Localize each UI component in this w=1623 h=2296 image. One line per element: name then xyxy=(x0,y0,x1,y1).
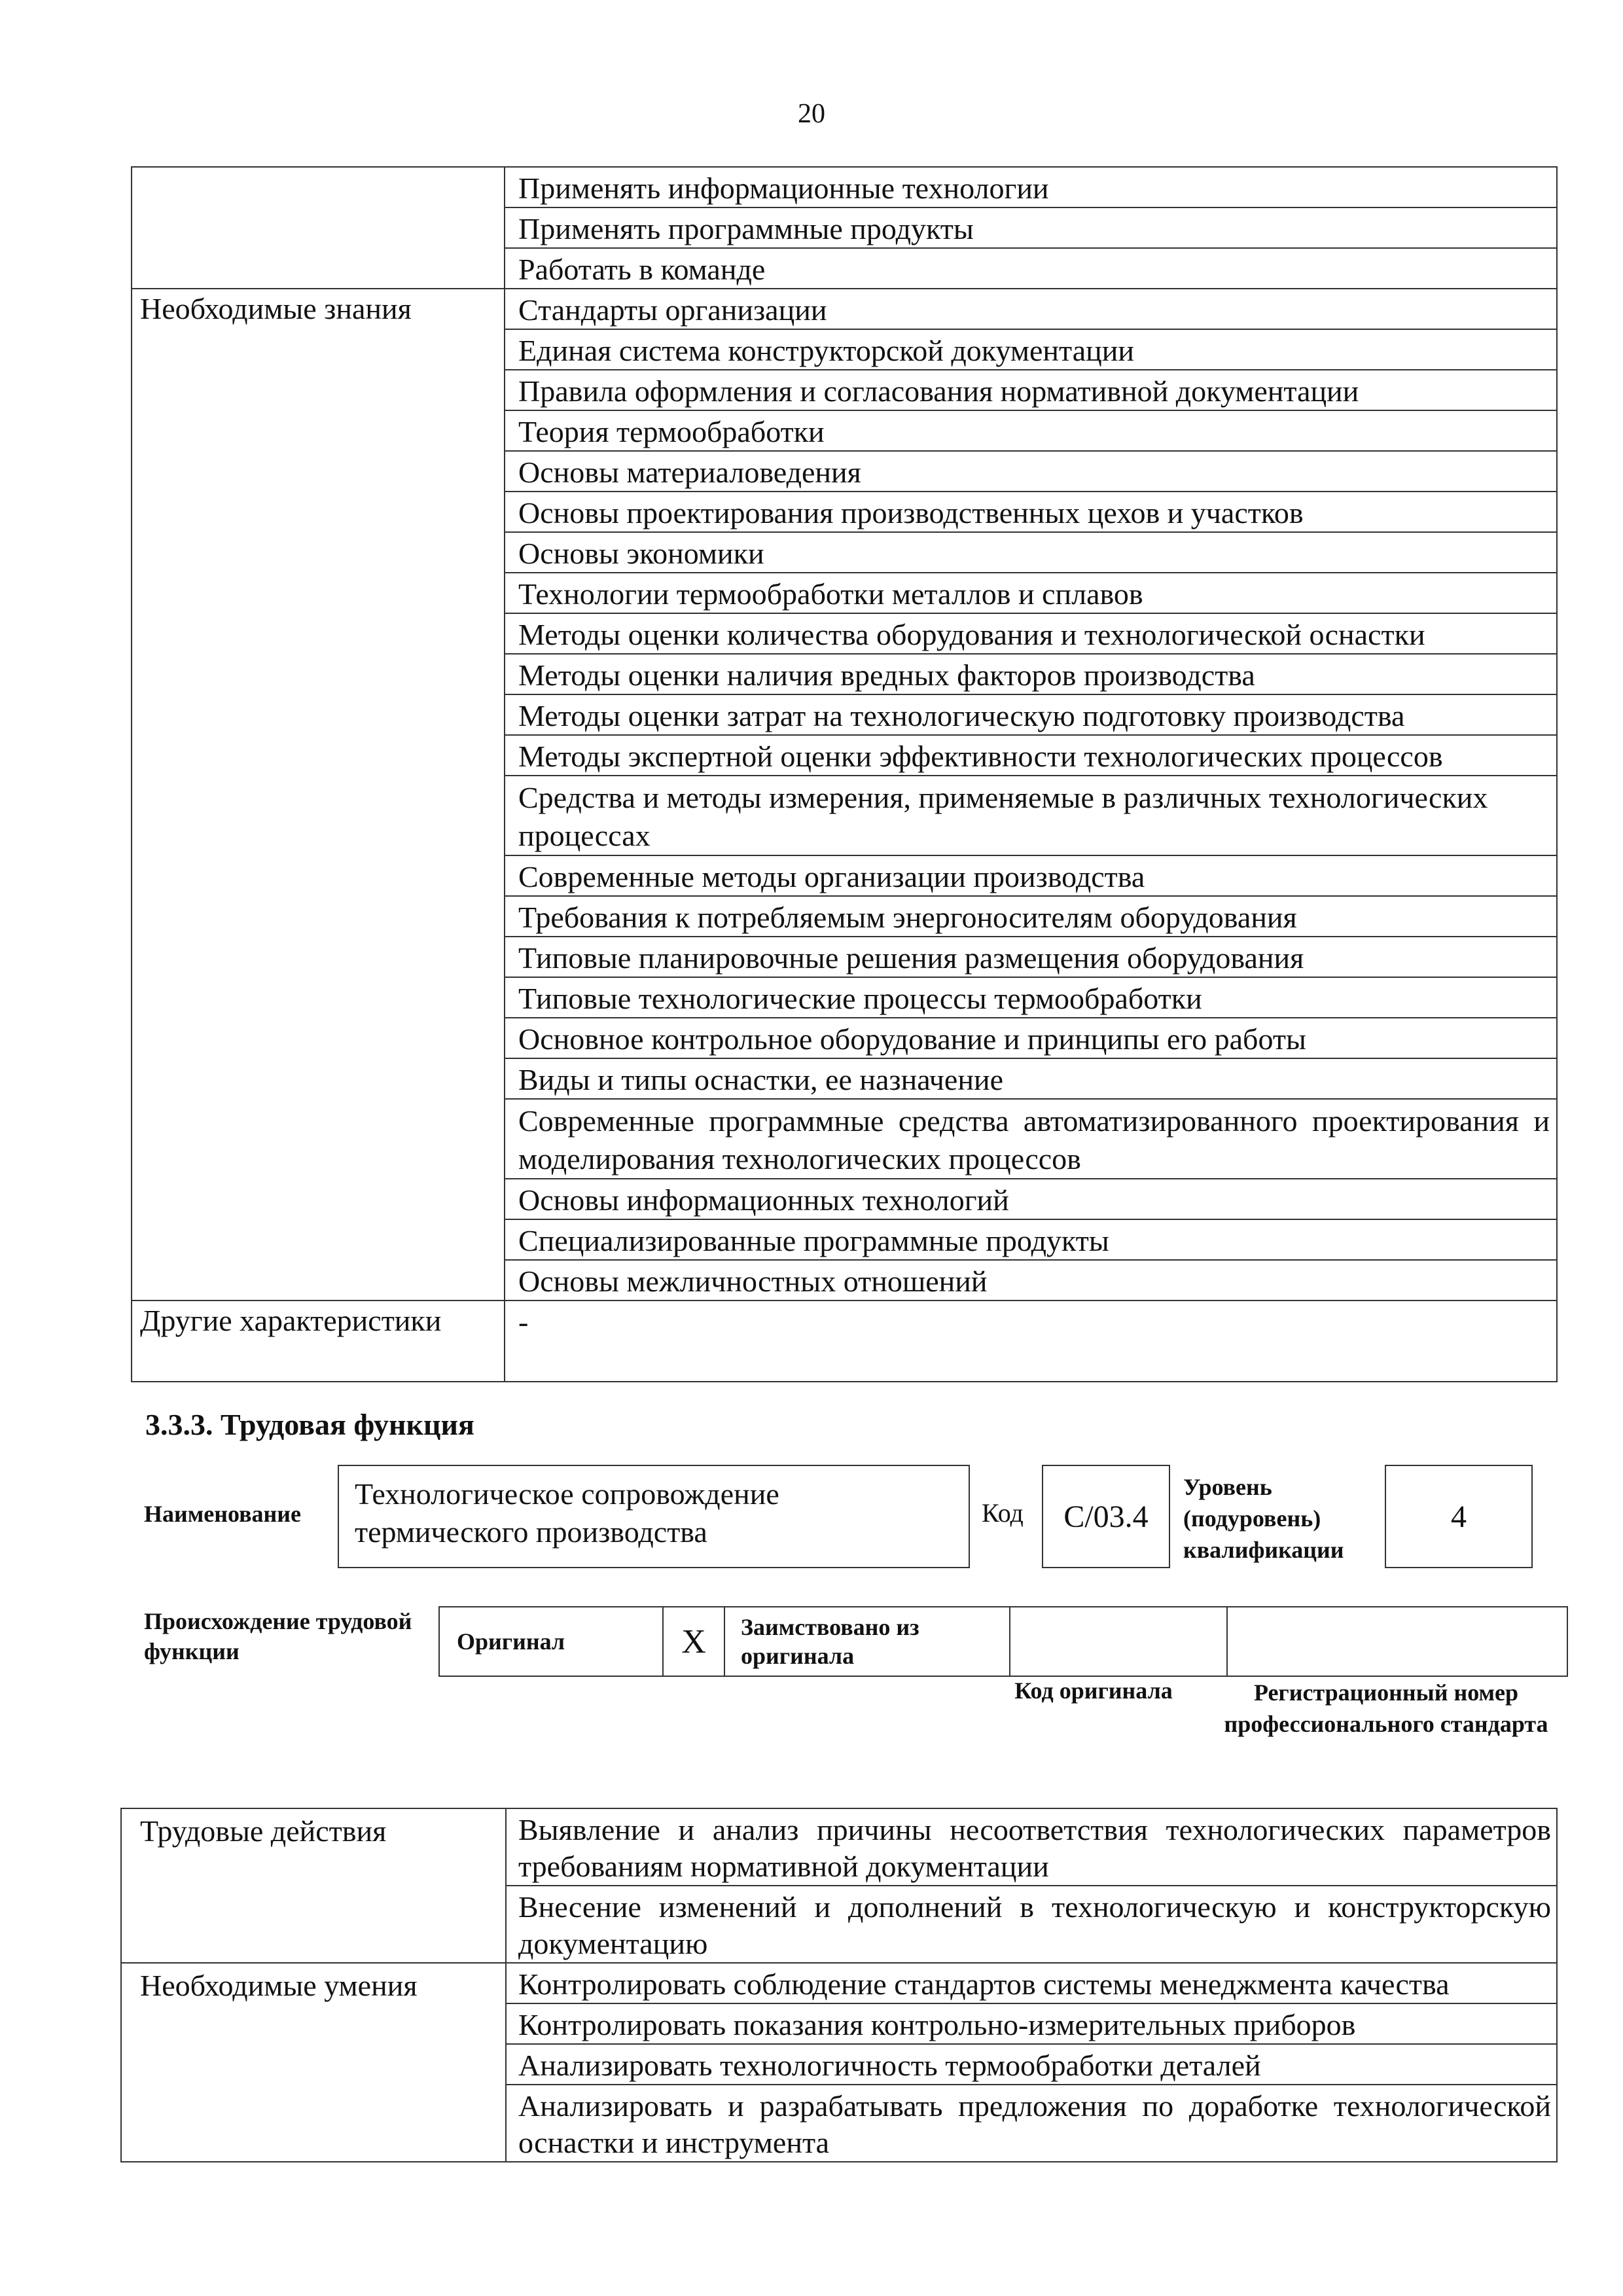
table-cell: Анализировать технологичность термообработки деталей xyxy=(506,2044,1557,2085)
table-cell: Специализированные программные продукты xyxy=(505,1219,1557,1260)
table-cell: Методы оценки наличия вредных факторов производства xyxy=(505,654,1557,694)
origin-reg-cell xyxy=(1227,1607,1567,1676)
table-cell: Правила оформления и согласования нормативной документации xyxy=(505,370,1557,410)
function-name-field: Технологическое сопровождение термического производства xyxy=(338,1465,970,1568)
skills-label: Необходимые умения xyxy=(121,1963,506,2162)
section-heading: 3.3.3. Трудовая функция xyxy=(145,1408,474,1441)
table-cell: Методы экспертной оценки эффективности технологических процессов xyxy=(505,735,1557,776)
table-cell: Современные программные средства автоматизированного проектирования и моделирования технологических процессов xyxy=(505,1099,1557,1179)
table-cell: Контролировать показания контрольно-измерительных приборов xyxy=(506,2003,1557,2044)
table-cell: Основное контрольное оборудование и принципы его работы xyxy=(505,1018,1557,1058)
actions-table xyxy=(120,1808,1558,2162)
table-cell: Основы экономики xyxy=(505,532,1557,573)
table-cell: Единая система конструкторской документации xyxy=(505,329,1557,370)
origin-table xyxy=(438,1606,1568,1677)
table-row xyxy=(132,1300,1557,1382)
table-cell: Современные методы организации производства xyxy=(505,855,1557,896)
level-field: 4 xyxy=(1385,1465,1533,1568)
table-cell: Контролировать соблюдение стандартов системы менеджмента качества xyxy=(506,1963,1557,2003)
page-number: 20 xyxy=(798,99,825,129)
table-cell: Внесение изменений и дополнений в технологическую и конструкторскую документацию xyxy=(506,1886,1557,1963)
borrowed-label: Заимствовано из оригинала xyxy=(724,1607,1010,1676)
table-cell: Применять программные продукты xyxy=(505,207,1557,248)
table-row xyxy=(439,1607,1567,1676)
table-cell: Работать в команде xyxy=(505,248,1557,289)
table-cell: Стандарты организации xyxy=(505,289,1557,329)
table-cell: Основы информационных технологий xyxy=(505,1179,1557,1219)
level-label: Уровень (подуровень) квалификации xyxy=(1183,1474,1344,1563)
empty-label-cell xyxy=(132,167,505,289)
table-row xyxy=(132,289,1557,329)
table-row xyxy=(121,1808,1557,1886)
table-cell: Теория термообработки xyxy=(505,410,1557,451)
table-cell: Технологии термообработки металлов и сплавов xyxy=(505,573,1557,613)
knowledge-table xyxy=(131,166,1558,1382)
table-cell: Основы проектирования производственных цехов и участков xyxy=(505,492,1557,532)
original-label: Оригинал xyxy=(439,1607,663,1676)
code-label: Код xyxy=(982,1498,1024,1528)
table-cell: Применять информационные технологии xyxy=(505,167,1557,207)
knowledge-label: Необходимые знания xyxy=(132,289,505,1300)
origin-label: Происхождение трудовой функции xyxy=(144,1608,412,1664)
other-label: Другие характеристики xyxy=(132,1300,505,1382)
code-field: C/03.4 xyxy=(1042,1465,1170,1568)
table-cell: Анализировать и разрабатывать предложения по доработке технологической оснастки и инструмента xyxy=(506,2085,1557,2162)
origin-code-cell xyxy=(1010,1607,1227,1676)
origin-code-caption: Код оригинала xyxy=(1014,1677,1173,1704)
table-row xyxy=(132,167,1557,207)
table-cell: Основы материаловедения xyxy=(505,451,1557,492)
table-cell: Основы межличностных отношений xyxy=(505,1260,1557,1300)
original-mark: X xyxy=(663,1607,724,1676)
table-cell: Требования к потребляемым энергоносителям оборудования xyxy=(505,896,1557,937)
name-label: Наименование xyxy=(144,1501,301,1527)
origin-reg-caption: Регистрационный номер профессионального стандарта xyxy=(1224,1679,1548,1737)
table-cell: Типовые технологические процессы термообработки xyxy=(505,977,1557,1018)
table-cell: Методы оценки затрат на технологическую подготовку производства xyxy=(505,694,1557,735)
table-cell: Средства и методы измерения, применяемые в различных технологических процессах xyxy=(505,776,1557,855)
table-cell: Виды и типы оснастки, ее назначение xyxy=(505,1058,1557,1099)
other-value: - xyxy=(505,1300,1557,1382)
table-cell: Типовые планировочные решения размещения оборудования xyxy=(505,937,1557,977)
table-cell: Методы оценки количества оборудования и технологической оснастки xyxy=(505,613,1557,654)
table-cell: Выявление и анализ причины несоответствия технологических параметров требованиям нормативной документации xyxy=(506,1808,1557,1886)
table-row xyxy=(121,1963,1557,2003)
actions-label: Трудовые действия xyxy=(121,1808,506,1963)
